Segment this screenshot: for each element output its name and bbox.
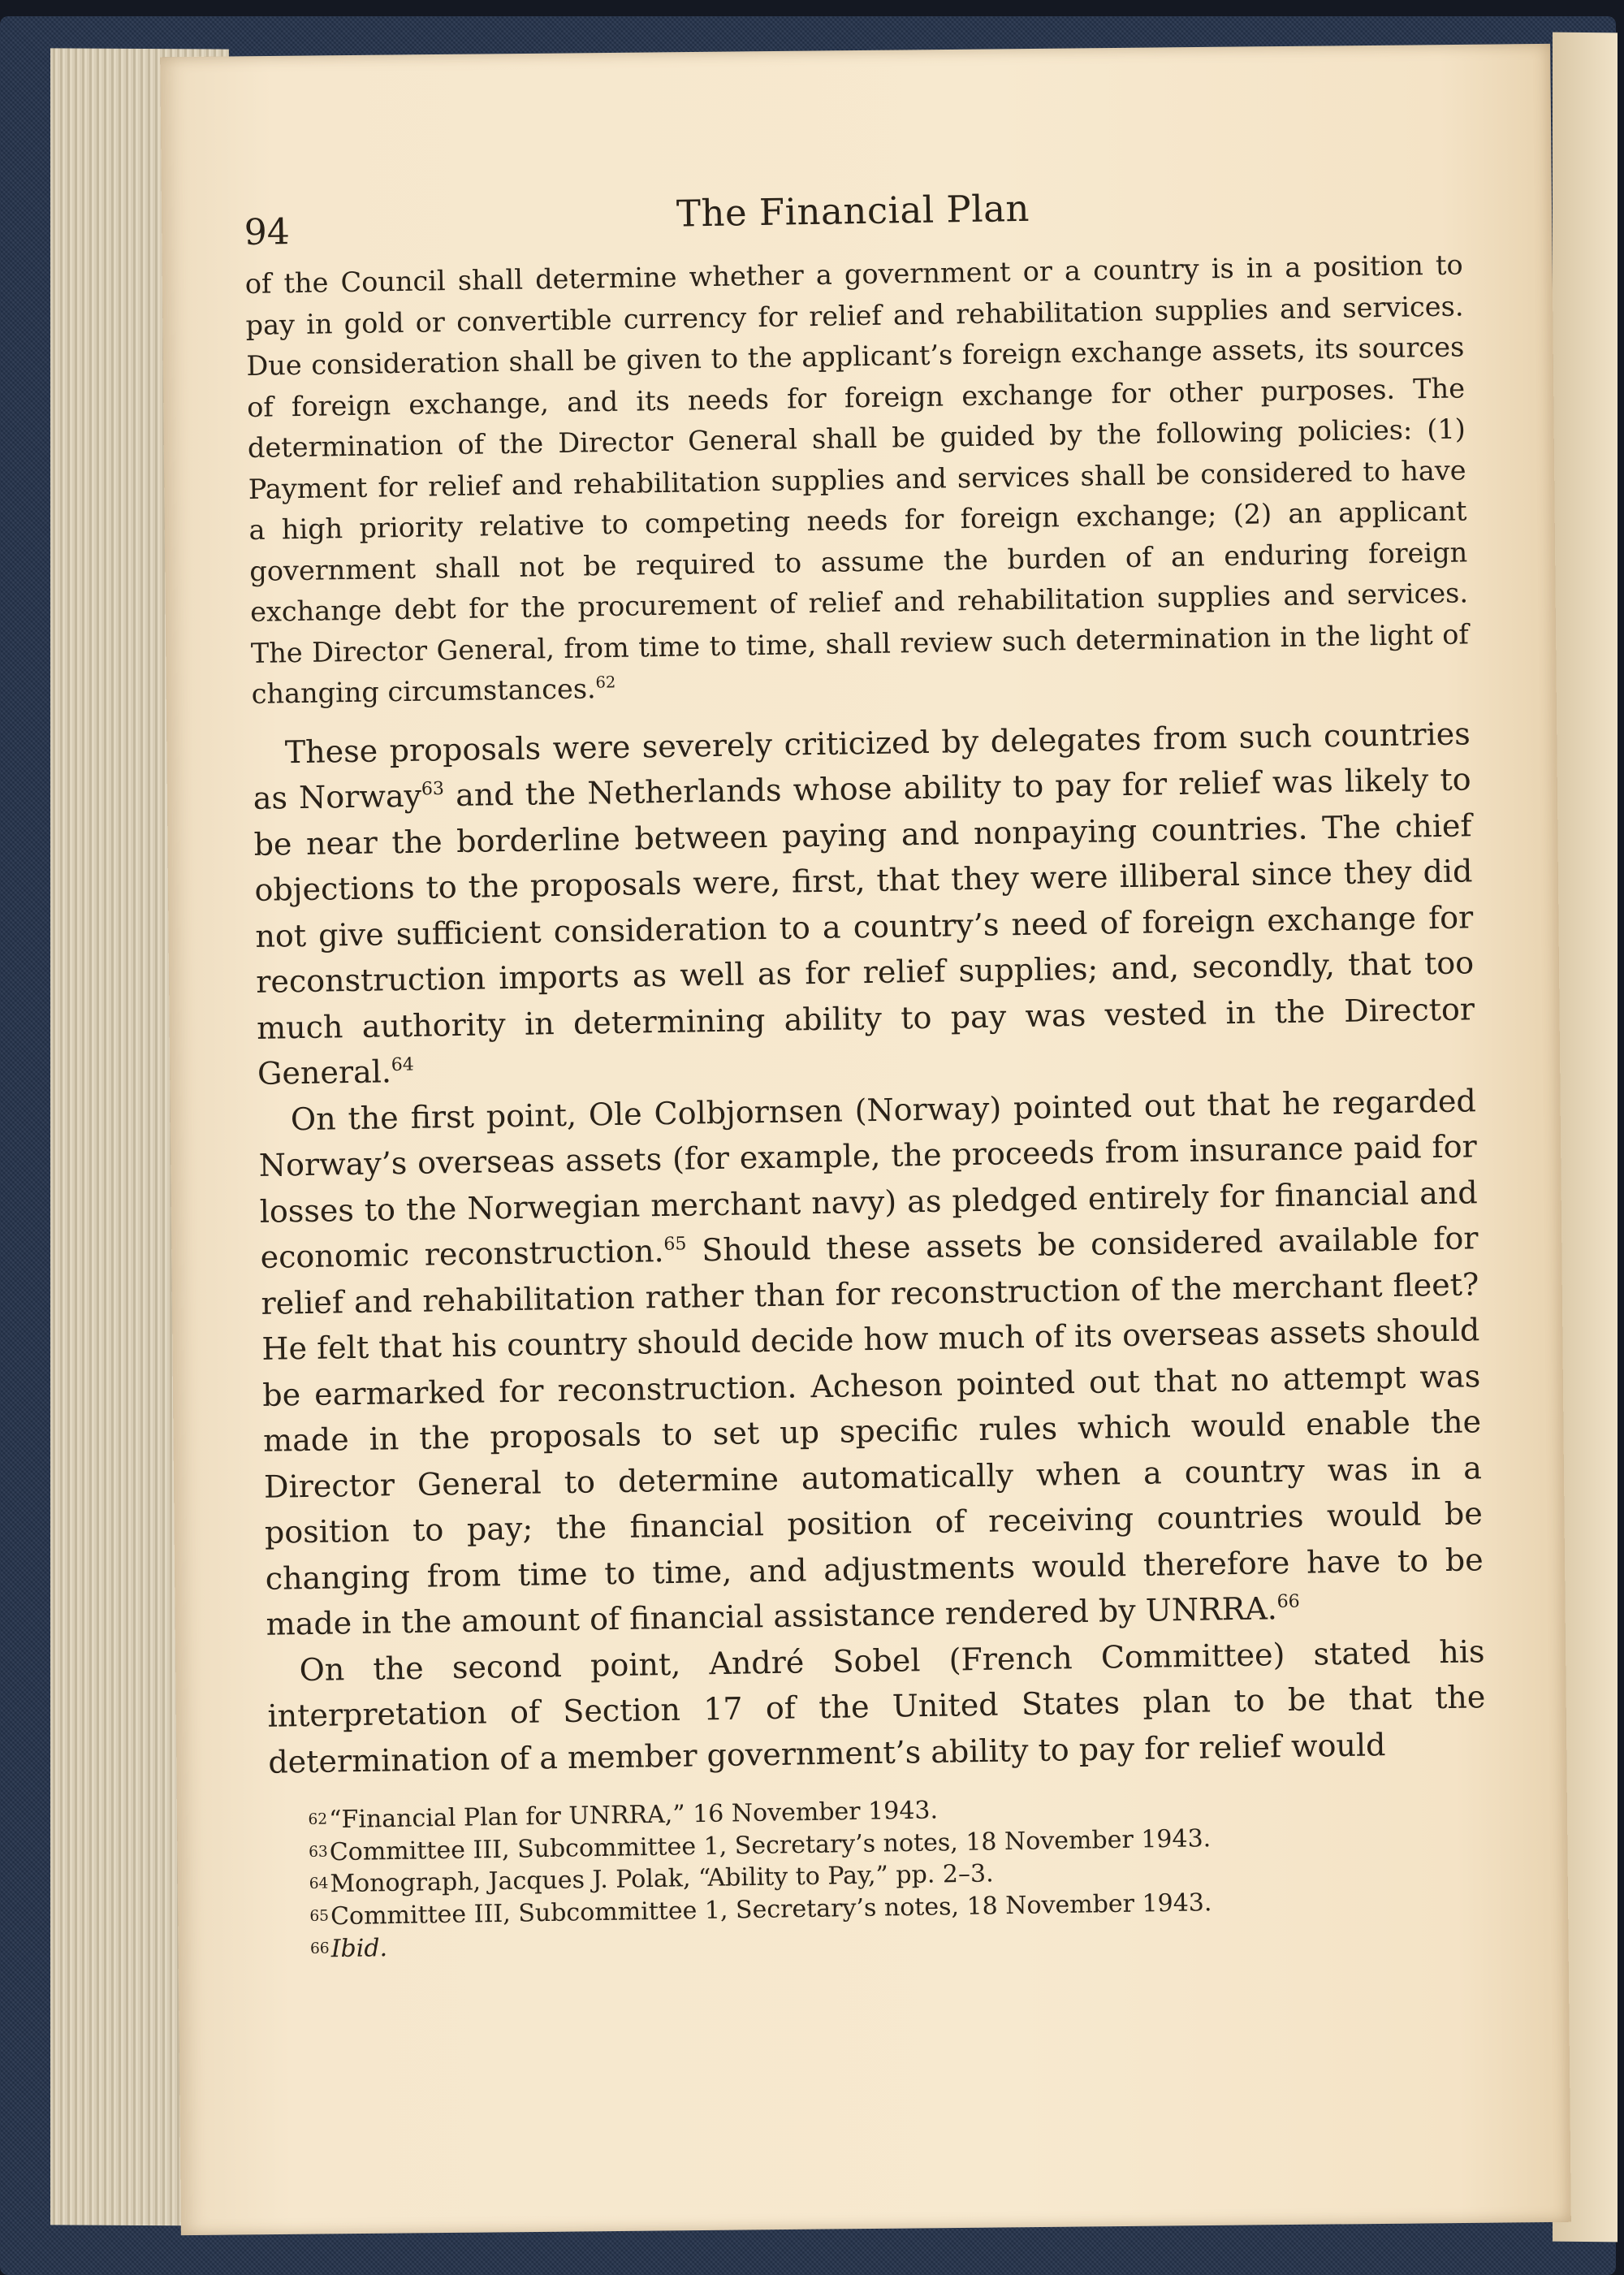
quote-text: of the Council shall determine whether a government or a country is in a position to pay in gold or convertible currency for relief and rehabilitation supplies and services. Due consideration shall be given to the applicant’s foreign exchange assets, its sources of foreign exchange, and its needs for foreign exchange for other purposes. The determination of the Director General shall be guided by the following policies: (1) Payment for relief and rehabilitation supplies and services shall be considered to have a high priority relative to competing needs for foreign exchange; (2) an applicant government shall not be required to assume the burden of an enduring foreign exchange debt for the procurement of relief and rehabilitation supplies and services. The Director General, from time to time, shall review such determination in the light of changing circumstances. [244, 249, 1470, 710]
paragraph [252, 711, 1475, 1097]
paragraph-text: and the Netherlands whose ability to pay for relief was likely to be near the borderline between paying and nonpaying countries. The chief objections to the proposals were, first, that they were illiberal since they did not give sufficient consideration to a country’s need of foreign exchange for reconstruction imports as well as for relief supplies; and, secondly, that too much authority in determining ability to pay was vested in the Director General. [253, 761, 1475, 1092]
paragraph-text: Should these assets be considered available for relief and rehabilitation rather than for reconstruction of the merchant fleet? He felt that his country should decide how much of its overseas assets should be earmarked for reconstruction. Acheson pointed out that no attempt was made in the proposals to set up specific rules which would enable the Director General to determine automatically when a country was in a position to pay; the financial position of receiving countries would be changing from time to time, and adjustments would therefore have to be made in the amount of financial assistance rendered by UNRRA. [261, 1220, 1484, 1642]
footnotes [269, 1785, 1489, 1966]
page-number: 94 [244, 211, 291, 253]
footnote-number: 66 [309, 1940, 330, 1957]
footnote-text: Ibid. [330, 1933, 388, 1963]
footnote-text: Monograph, Jacques J. Polak, “Ability to Pay,” pp. 2–3. [330, 1859, 994, 1899]
running-head: The Financial Plan [676, 186, 1030, 236]
footnote-number: 64 [309, 1875, 329, 1893]
footnote-number: 63 [308, 1843, 328, 1861]
footnote-ref: 65 [663, 1234, 687, 1255]
paragraph [266, 1628, 1486, 1785]
paragraph [258, 1078, 1484, 1647]
footnote-number: 65 [309, 1907, 330, 1925]
footnote-ref: 66 [1276, 1591, 1300, 1612]
footnote-text: Committee III, Subcommittee 1, Secretary’s notes, 18 November 1943. [330, 1888, 1212, 1931]
footnote-number: 62 [308, 1810, 328, 1828]
footnote-ref: 62 [595, 673, 616, 692]
paragraph-text: These proposals were severely criticized by delegates from such countries as Norway [253, 715, 1471, 816]
quoted-excerpt [244, 244, 1470, 715]
footnote-ref: 63 [421, 778, 445, 800]
footnote-ref: 64 [391, 1054, 415, 1075]
footnote-text: Committee III, Subcommittee 1, Secretary’s notes, 18 November 1943. [329, 1823, 1212, 1866]
paragraph-text: On the first point, Ole Colbjornsen (Norway) pointed out that he regarded Norway’s overseas assets (for example, the proceeds from insurance paid for losses to the Norwegian merchant navy) as pledged entirely for financial and economic reconstruction. [258, 1082, 1478, 1275]
paragraph-text: On the second point, André Sobel (French Committee) stated his interpretation of Section 17 of the United States plan to be that the determination of a member government’s ability to pay for relief would [267, 1633, 1486, 1780]
page-text [244, 171, 1489, 1965]
footnote-text: “Financial Plan for UNRRA,” 16 November 1943. [328, 1796, 939, 1835]
